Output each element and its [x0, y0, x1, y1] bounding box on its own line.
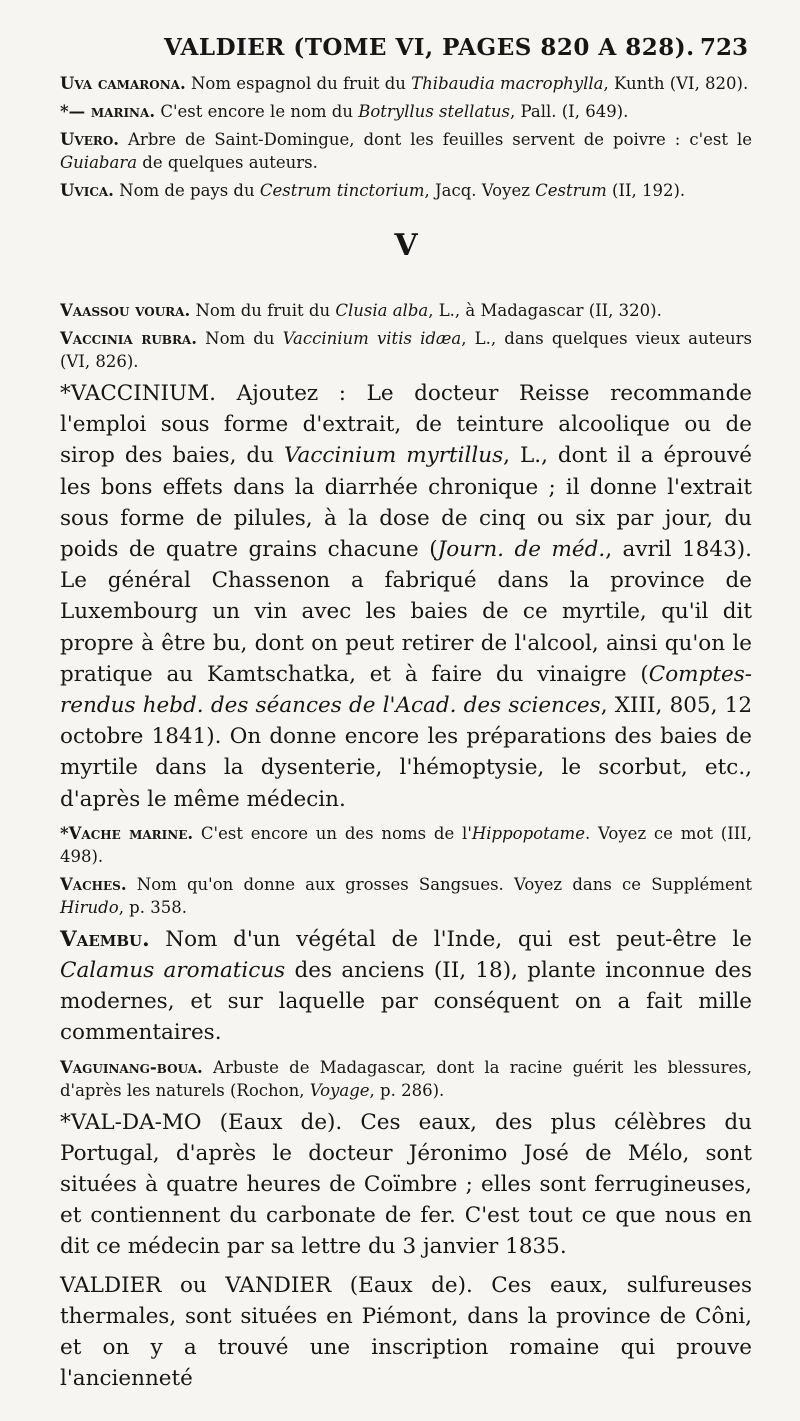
italic-text: Thibaudia macrophylla	[411, 74, 604, 93]
entry-text: *VAL-DA-MO (Eaux de). Ces eaux, des plus célèbres du Portugal, d'après le docteur Jéronimo José de Mélo, sont situées à quatre heures de Coïmbre ; elles sont ferrugineuses, et contiennent du carbonate de fer. C'est tout ce que nous en dit ce médecin par sa lettre du 3 janvier 1835.	[60, 1109, 752, 1260]
italic-text: Vaccinium vitis idæa	[282, 329, 462, 348]
entry-text: Nom d'un végétal de l'Inde, qui est peut-être le	[149, 926, 752, 952]
entry-text: Arbuste de Madagascar, dont la racine guérit les blessures, d'après les naturels (Rochon,	[60, 1057, 752, 1100]
italic-text: Vaccinium myrtillus	[283, 443, 504, 469]
running-header	[0, 34, 800, 68]
italic-text: Cestrum	[535, 181, 607, 200]
entry-text: , p. 286).	[369, 1080, 445, 1100]
entry-text: , L., dans quelques vieux auteurs (VI, 826).	[60, 329, 752, 371]
entry-text: VALDIER ou VANDIER (Eaux de). Ces eaux, sulfureuses thermales, sont situées en Piémont, dans la province de Côni, et on y a trouvé une inscription romaine qui prouve l'ancienneté	[60, 1272, 752, 1392]
entry-headword: Vaassou voura.	[60, 301, 191, 320]
dictionary-entry	[60, 179, 752, 202]
dictionary-entry	[60, 299, 752, 322]
entry-text: , Kunth (VI, 820).	[603, 74, 749, 93]
dictionary-entry	[60, 924, 752, 1049]
entry-headword: Vaches.	[60, 874, 127, 894]
entry-text: , L., à Madagascar (II, 320).	[428, 301, 662, 320]
entry-text: , Jacq. Voyez	[424, 181, 536, 200]
entry-text: , XIII, 805, 12 octobre 1841). On donne encore les préparations des baies de myrtile dans la dysenterie, l'hémoptysie, le scorbut, etc., d'après le même médecin.	[60, 693, 752, 812]
italic-text: Comptes-rendus hebd. des séances de l'Acad. des sciences	[60, 661, 752, 719]
entry-text: , L., dont il a éprouvé les bons effets dans la diarrhée chronique ; il donne l'extrait sous forme de pilules, à la dose de cinq ou six par jour, du poids de quatre grains chacune (	[60, 443, 752, 563]
italic-text: Voyage	[309, 1080, 370, 1100]
entry-text: (II, 192).	[606, 181, 686, 200]
italic-text: Hippopotame	[471, 823, 585, 843]
entry-text: Nom qu'on donne aux grosses Sangsues. Voyez dans ce Supplément	[126, 874, 752, 894]
section-letter: V	[394, 228, 418, 263]
text-body	[60, 72, 752, 1401]
italic-text: Cestrum tinctorium	[259, 181, 425, 200]
entry-text: des anciens (II, 18), plante inconnue des modernes, et sur laquelle par conséquent on a fait mille commentaires.	[60, 958, 752, 1046]
dictionary-entry	[60, 873, 752, 919]
entry-headword: *— marina.	[60, 102, 156, 121]
entry-text: C'est encore le nom du	[155, 102, 359, 121]
entry-text: Nom du fruit du	[190, 301, 336, 320]
entry-text: , avril 1843). Le général Chassenon a fabriqué dans la province de Luxembourg un vin avec les baies de ce myrtile, qu'il dit propre à être bu, dont on peut retirer de l'alcool, ainsi qu'on le pratique au Kamtschatka, et à faire du vinaigre (	[60, 537, 752, 687]
italic-text: Journ. de méd.	[437, 537, 606, 563]
entry-text: de quelques auteurs.	[137, 153, 318, 172]
dictionary-entry	[60, 1056, 752, 1102]
dictionary-entry	[60, 327, 752, 373]
dictionary-entry	[60, 100, 752, 123]
entry-headword: Uvero.	[60, 130, 120, 149]
entry-text: *VACCINIUM. Ajoutez : Le docteur Reisse recommande l'emploi sous forme d'extrait, de teinture alcoolique ou de sirop des baies, du	[60, 381, 752, 469]
dictionary-entry	[60, 128, 752, 174]
entry-text: Arbre de Saint-Domingue, dont les feuilles servent de poivre : c'est le	[119, 130, 752, 149]
italic-text: Botryllus stellatus	[358, 102, 511, 121]
page-number: 723	[700, 34, 749, 61]
italic-text: Calamus aromaticus	[60, 958, 286, 984]
entry-text: , Pall. (I, 649).	[510, 102, 629, 121]
entry-headword: *Vache marine.	[60, 823, 194, 843]
dictionary-entry	[60, 378, 752, 815]
entry-text: Nom espagnol du fruit du	[185, 74, 412, 93]
entry-text: C'est encore un des noms de l'	[193, 823, 472, 843]
italic-text: Clusia alba	[335, 301, 429, 320]
entry-text: Nom du	[196, 329, 283, 348]
entry-headword: Vaembu.	[60, 926, 150, 952]
entry-text: . Voyez ce mot (III, 498).	[60, 823, 752, 866]
entry-text: , p. 358.	[118, 897, 187, 917]
italic-text: Guiabara	[60, 153, 138, 172]
entry-text: Nom de pays du	[113, 181, 260, 200]
entry-headword: Vaccinia rubra.	[60, 329, 197, 348]
entry-headword: Uvica.	[60, 181, 114, 200]
dictionary-entry	[60, 72, 752, 95]
dictionary-entry	[60, 1270, 752, 1395]
italic-text: Hirudo	[60, 897, 119, 917]
dictionary-entry	[60, 822, 752, 868]
running-title: VALDIER (TOME VI, PAGES 820 A 828).	[164, 34, 695, 61]
dictionary-entry	[60, 1107, 752, 1263]
entry-headword: Vaguinang-boua.	[60, 1057, 203, 1077]
entry-headword: Uva camarona.	[60, 74, 186, 93]
